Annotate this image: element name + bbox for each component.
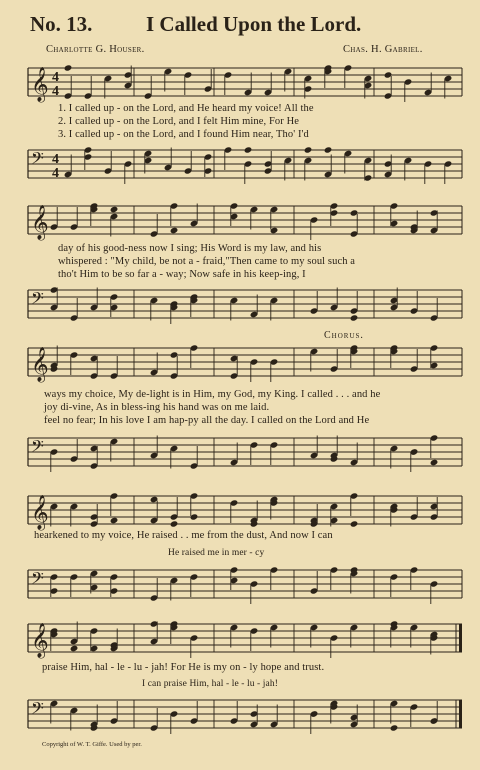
- bass-staff: [24, 430, 464, 476]
- lyric-line: joy di-vine, As in bless-ing his hand was on me laid.: [44, 402, 270, 413]
- copyright-notice: Copyright of W. T. Giffe. Used by per.: [42, 741, 142, 748]
- lyric-line: tho't Him to be so far a - way; Now safe in his keep-ing, I: [58, 269, 306, 280]
- lyric-line: 2. I called up - on the Lord, and I felt Him mine, For He: [58, 116, 300, 127]
- bass-staff: [24, 562, 464, 606]
- music-system-4: [24, 488, 464, 608]
- svg-text:𝄞: 𝄞: [31, 205, 49, 240]
- bass-staff: [24, 142, 464, 186]
- svg-text:𝄢: 𝄢: [31, 148, 44, 172]
- bass-staff: [24, 282, 464, 326]
- svg-text:4: 4: [52, 70, 59, 85]
- music-system-2: [24, 198, 464, 328]
- lyric-line: hearkened to my voice, He raised . . me from the dust, And now I can: [34, 530, 333, 541]
- treble-staff: [24, 488, 464, 534]
- alt-lyric-line: He raised me in mer - cy: [168, 548, 265, 558]
- hymn-title: I Called Upon the Lord.: [146, 12, 362, 36]
- svg-text:𝄢: 𝄢: [31, 568, 44, 592]
- svg-text:𝄢: 𝄢: [31, 698, 44, 722]
- svg-text:𝄞: 𝄞: [31, 67, 49, 102]
- composer-credit: Chas. H. Gabriel.: [343, 44, 423, 55]
- lyricist-credit: Charlotte G. Houser.: [46, 44, 145, 55]
- treble-staff: [24, 340, 464, 386]
- lyric-line: 3. I called up - on the Lord, and I found Him near, Tho' I'd: [58, 129, 309, 140]
- lyric-line: day of his good-ness now I sing; His Word is my law, and his: [58, 243, 322, 254]
- music-system-3: [24, 340, 464, 480]
- bass-staff: [24, 692, 464, 736]
- svg-text:𝄞: 𝄞: [31, 623, 49, 658]
- svg-text:𝄢: 𝄢: [31, 436, 44, 460]
- music-system-1: [24, 60, 464, 190]
- chorus-label: Chorus.: [324, 330, 364, 341]
- svg-text:𝄢: 𝄢: [31, 288, 44, 312]
- svg-text:4: 4: [52, 84, 59, 99]
- svg-text:4: 4: [52, 152, 59, 167]
- lyric-line: ways my choice, My de-light is in Him, my God, my King. I called . . . and he: [44, 389, 381, 400]
- hymn-number: No. 13.: [30, 12, 93, 36]
- svg-text:𝄞: 𝄞: [31, 495, 49, 530]
- treble-staff: [24, 198, 464, 242]
- alt-lyric-line: I can praise Him, hal - le - lu - jah!: [142, 679, 278, 689]
- svg-text:𝄞: 𝄞: [31, 347, 49, 382]
- lyric-line: 1. I called up - on the Lord, and He heard my voice! All the: [58, 103, 314, 114]
- lyric-line: whispered : "My child, be not a - fraid,"Then came to my soul such a: [58, 256, 356, 267]
- treble-staff: [24, 616, 464, 662]
- treble-staff: [24, 60, 464, 104]
- svg-text:4: 4: [52, 166, 59, 181]
- music-system-5: [24, 616, 464, 740]
- lyric-line: praise Him, hal - le - lu - jah! For He is my on - ly hope and trust.: [42, 662, 325, 673]
- lyric-line: feel no fear; In his love I am hap-py all the day. I called on the Lord and He: [44, 415, 370, 426]
